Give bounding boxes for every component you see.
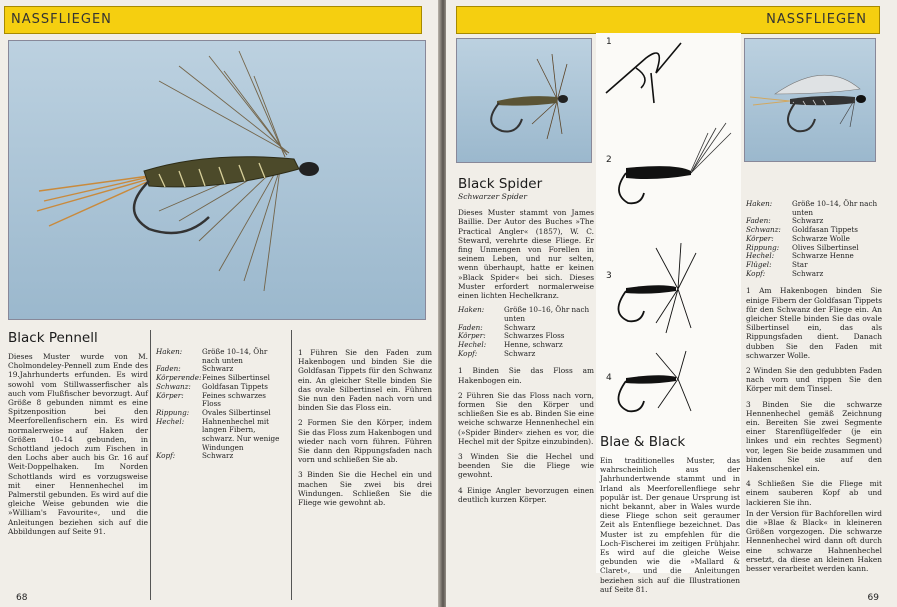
step-label-4: 4 bbox=[606, 373, 612, 383]
black-pennell-title: Black Pennell bbox=[8, 330, 98, 346]
step-2: 2 Formen Sie den Körper, indem Sie das Floss zum Hakenbogen und wieder nach vorn führen. Führen Sie dann den Rippungsfaden nach vorn und schließen Sie ab. bbox=[298, 418, 432, 465]
black-pennell-material-key: Haken: bbox=[156, 347, 183, 356]
bb-step-4: 4 Schließen Sie die Fliege mit einem sauberen Kopf ab und lackieren Sie ihn. bbox=[746, 479, 882, 507]
blae-black-material-key: Körper: bbox=[746, 233, 774, 243]
blae-black-intro: Ein traditionelles Muster, das wahrscheinlich aus der Jahrhundertwende stammt und in Irland als Meerforellenfliege sehr populär ist. Der genaue Ursprung ist nicht bekannt, aber in Wales wurde diese Fliege schon seit geraumer Zeit als Entenfliege bezeichnet. Das Muster ist zu empfehlen für die Loch-Fischerei im zeitigen Frühjahr. Es wird auf die gleiche Weise gebunden wie die »Mallard & Claret«, und die Anleitungen beziehen sich auf die Illustrationen auf Seite 81. bbox=[600, 456, 740, 594]
blae-black-materials-list bbox=[746, 200, 882, 278]
black-spider-material-value: Schwarz bbox=[504, 322, 536, 332]
blae-black-material-key: Kopf: bbox=[746, 268, 766, 278]
black-spider-material-value: Größe 10–16, Öhr nach unten bbox=[504, 305, 590, 323]
bs-step-4: 4 Einige Angler bevorzugen einen deutlich kurzen Körper. bbox=[458, 485, 594, 504]
black-spider-material-value: Schwarzes Floss bbox=[504, 331, 565, 341]
bs-step-2: 2 Führen Sie das Floss nach vorn, formen Sie den Körper und schließen Sie es ab. Binden Sie eine weiche schwarze Hennenhechel ein (»Spider Binder« ziehen es vor, die Hechel mit der Spitze einzubinden). bbox=[458, 390, 594, 446]
blae-black-material-key: Faden: bbox=[746, 216, 771, 226]
black-pennell-material-value: Schwarz bbox=[202, 364, 234, 374]
blae-black-text bbox=[600, 434, 740, 600]
black-pennell-material-value: Feines schwarzes Floss bbox=[202, 390, 266, 409]
black-spider-material-key: Kopf: bbox=[458, 348, 478, 358]
black-spider-text bbox=[458, 176, 594, 510]
black-pennell-material-key: Kopf: bbox=[156, 451, 176, 461]
section-title: NASSFLIEGEN bbox=[766, 12, 867, 27]
black-pennell-material-key: Hechel: bbox=[156, 416, 185, 426]
blae-black-material-value: Schwarz bbox=[792, 268, 824, 278]
bb-step-1: 1 Am Hakenbogen binden Sie einige Fibern der Goldfasan Tippets für den Schwanz der Fliege ein. An gleicher Stelle binden Sie das ovale Silbertinsel ein, das als Rippungsfaden dient. Danach dubben Sie den Faden mit schwarzer Wolle. bbox=[746, 286, 882, 360]
black-spider-material-key: Haken: bbox=[458, 305, 485, 315]
blae-black-material-key: Rippung: bbox=[746, 242, 780, 252]
black-spider-photo bbox=[456, 38, 592, 163]
blae-black-material-value: Schwarz bbox=[792, 216, 824, 226]
blae-black-fly-image bbox=[745, 39, 875, 161]
blae-black-material-key: Flügel: bbox=[746, 259, 772, 269]
black-spider-title: Black Spider bbox=[458, 176, 543, 192]
blae-black-photo bbox=[744, 38, 876, 162]
black-pennell-fly-image bbox=[9, 41, 425, 319]
black-pennell-material-value: Größe 10–14, Öhr nach unten bbox=[202, 347, 268, 365]
black-pennell-material-key: Körper: bbox=[156, 390, 184, 400]
black-pennell-text bbox=[8, 330, 148, 542]
step-label-3: 3 bbox=[606, 271, 612, 281]
black-pennell-materials-list bbox=[156, 348, 286, 461]
blae-black-material-key: Schwanz: bbox=[746, 225, 781, 235]
step-label-2: 2 bbox=[606, 155, 612, 165]
step-1: 1 Führen Sie den Faden zum Hakenbogen und binden Sie die Goldfasan Tippets für den Schwanz ein. An gleicher Stelle binden Sie das ovale Silbertinsel ein. Führen Sie nun den Faden nach vorn und binden Sie das Floss ein. bbox=[298, 348, 432, 413]
black-spider-fly-image bbox=[457, 39, 591, 162]
step-label-1: 1 bbox=[606, 37, 612, 47]
black-spider-materials-list bbox=[458, 306, 594, 358]
black-pennell-material-value: Ovales Silbertinsel bbox=[202, 407, 271, 417]
black-pennell-material-key: Schwanz: bbox=[156, 381, 191, 391]
page-number: 69 bbox=[867, 593, 879, 603]
black-pennell-material-key: Faden: bbox=[156, 364, 181, 374]
blae-black-material-value: Star bbox=[792, 259, 808, 269]
black-spider-material-value: Henne, schwarz bbox=[504, 340, 563, 350]
section-band bbox=[456, 6, 880, 34]
black-pennell-material-key: Körperende: bbox=[156, 373, 202, 383]
black-spider-material-key: Hechel: bbox=[458, 340, 487, 350]
column-divider bbox=[150, 330, 151, 600]
blae-black-material-value: Olives Silbertinsel bbox=[792, 242, 859, 252]
right-page bbox=[446, 0, 897, 607]
blae-black-material-value: Größe 10–14, Öhr nach unten bbox=[792, 199, 878, 217]
blae-black-material-value: Schwarze Henne bbox=[792, 251, 854, 261]
blae-black-details bbox=[746, 200, 882, 579]
section-band bbox=[4, 6, 422, 34]
black-pennell-material-value: Feines Silbertinsel bbox=[202, 373, 270, 383]
blae-black-material-value: Schwarze Wolle bbox=[792, 233, 850, 243]
black-pennell-materials bbox=[156, 348, 286, 461]
black-spider-material-key: Körper: bbox=[458, 331, 486, 341]
blae-black-material-value: Goldfasan Tippets bbox=[792, 225, 858, 235]
black-spider-material-key: Faden: bbox=[458, 322, 483, 332]
section-title: NASSFLIEGEN bbox=[11, 12, 112, 27]
black-pennell-steps bbox=[298, 348, 432, 513]
bs-step-1: 1 Binden Sie das Floss am Hakenbogen ein. bbox=[458, 366, 594, 385]
black-spider-material-value: Schwarz bbox=[504, 348, 536, 358]
bs-step-3: 3 Winden Sie die Hechel und beenden Sie die Fliege wie gewohnt. bbox=[458, 452, 594, 480]
page-number: 68 bbox=[16, 593, 28, 603]
black-spider-intro: Dieses Muster stammt von James Baillie. Der Autor des Buches »The Practical Angler« (1857), W. C. Steward, verehrte diese Fliege. Er fing Unmengen von Forellen in seinem Leben, und nur selten, wenn überhaupt, hatte er keinen »Black Spider« bei sich. Dieses Muster erfordert normalerweise einen lichten Hechelkranz. bbox=[458, 208, 594, 301]
black-spider-subtitle: Schwarzer Spider bbox=[458, 192, 528, 201]
blae-black-material-key: Haken: bbox=[746, 199, 773, 208]
bb-step-2: 2 Winden Sie den gedubbten Faden nach vorn und rippen Sie den Körper mit dem Tinsel. bbox=[746, 365, 882, 394]
left-page bbox=[0, 0, 440, 607]
black-pennell-material-value: Goldfasan Tippets bbox=[202, 381, 268, 391]
tying-steps-drawing bbox=[596, 33, 741, 433]
black-pennell-material-value: Hahnenhechel mit langen Fibern, schwarz. Nur wenige Windungen bbox=[202, 416, 280, 452]
black-pennell-material-value: Schwarz bbox=[202, 451, 234, 461]
column-divider bbox=[291, 330, 292, 600]
black-pennell-intro: Dieses Muster wurde von M. Cholmondeley-Pennell zum Ende des 19.Jahrhunderts erfunden. Es wird sowohl vom Stillwasserfischer als auch vom Flußfischer bevorzugt. Auf Größe 8 gebunden nimmt es eine Spitzenposition bei den Meerforellenfischern ein. Es wird normalerweise auf Haken der Größen 10–14 gebunden, in Schottland jedoch zum Fischen in den Lochs aber auch bis Gr. 16 auf Weit-Doppelhaken. Im Norden Schottlands wird es vorzugsweise mit einer Hennenhechel im Palmerstil gebunden. Es wird auf die gleiche Weise gebunden wie die »William's Favourite«, und die Anleitungen beziehen sich auf die Abbildungen auf Seite 91. bbox=[8, 352, 148, 536]
black-pennell-material-key: Rippung: bbox=[156, 407, 190, 417]
bb-note: In der Version für Bachforellen wird die »Blae & Black« in kleineren Größen vorgezogen. Die schwarze Hennenhechel wird dann oft durch eine schwarze Hahnenhechel ersetzt, da diese an kleinen Haken besser verarbeitet werden kann. bbox=[746, 508, 882, 574]
black-pennell-photo bbox=[8, 40, 426, 320]
step-3: 3 Binden Sie die Hechel ein und machen Sie zwei bis drei Windungen. Schließen Sie die Fliege wie gewohnt ab. bbox=[298, 470, 432, 508]
bb-step-3: 3 Binden Sie die schwarze Hennenhechel gemäß Zeichnung ein. Bereiten Sie zwei Segmente einer Starenflügelfeder (je ein linkes und ein rechtes Segment) vor, legen Sie beide zusammen und binden Sie sie auf den Hakenschenkel ein. bbox=[746, 399, 882, 473]
blae-black-title: Blae & Black bbox=[600, 434, 686, 450]
blae-black-material-key: Hechel: bbox=[746, 251, 775, 261]
